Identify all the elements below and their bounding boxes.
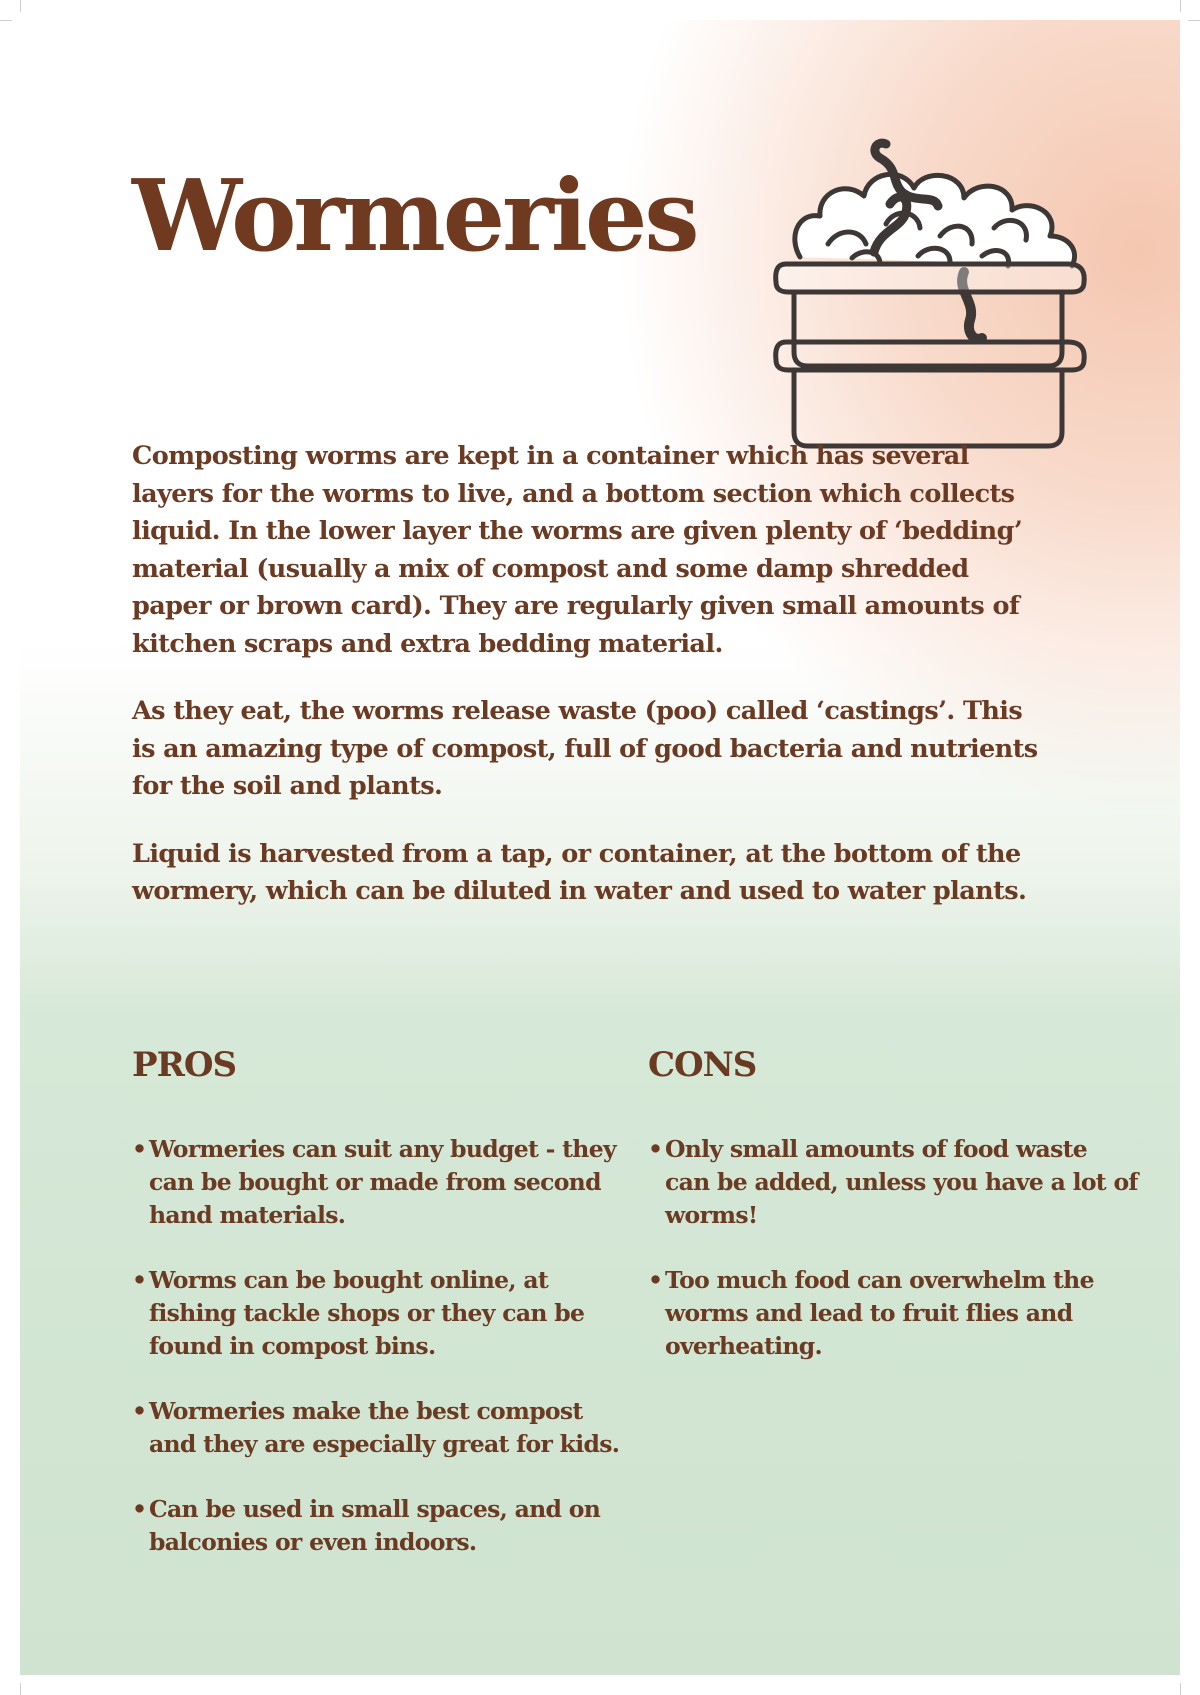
crop-mark bbox=[20, 0, 21, 12]
bullet-icon: • bbox=[132, 1495, 147, 1523]
intro-paragraph: Liquid is harvested from a tap, or container, at the bottom of the wormery, which can be diluted in water and used to water plants. bbox=[132, 838, 1027, 906]
list-item: • Wormeries make the best compost and they are especially great for kids. bbox=[132, 1397, 620, 1458]
page bbox=[20, 20, 1180, 1675]
crop-mark bbox=[1180, 0, 1181, 12]
bullet-icon: • bbox=[648, 1266, 663, 1294]
cons-list bbox=[648, 1133, 1138, 1363]
bullet-icon: • bbox=[132, 1135, 147, 1163]
crop-mark bbox=[1180, 1683, 1181, 1695]
wormery-bin-icon bbox=[768, 132, 1124, 472]
bullet-icon: • bbox=[132, 1397, 147, 1425]
list-item: • Worms can be bought online, at fishing tackle shops or they can be found in compost bins. bbox=[132, 1266, 585, 1360]
list-item: • Too much food can overwhelm the worms and lead to fruit flies and overheating. bbox=[648, 1266, 1094, 1360]
list-item: • Can be used in small spaces, and on balconies or even indoors. bbox=[132, 1495, 601, 1556]
pros-column bbox=[132, 1045, 622, 1591]
list-item: • Only small amounts of food waste can be added, unless you have a lot of worms! bbox=[648, 1135, 1138, 1229]
pros-list bbox=[132, 1133, 622, 1559]
crop-mark bbox=[1188, 20, 1200, 21]
bullet-icon: • bbox=[132, 1266, 147, 1294]
bullet-icon: • bbox=[648, 1135, 663, 1163]
cons-heading: CONS bbox=[648, 1045, 757, 1085]
intro-paragraph: Composting worms are kept in a container which has several layers for the worms to live, and a bottom section which collects liquid. In the lower layer the worms are given plenty of ‘bedding’ material (usually a mix of compost and some damp shredded paper or brown card). They are regularly given small amounts of kitchen scraps and extra bedding material. bbox=[132, 441, 1023, 659]
crop-mark bbox=[20, 1683, 21, 1695]
pros-heading: PROS bbox=[132, 1045, 236, 1085]
cons-column bbox=[648, 1045, 1138, 1395]
intro-text bbox=[132, 438, 1052, 941]
list-item: • Wormeries can suit any budget - they can be bought or made from second hand materials. bbox=[132, 1135, 616, 1229]
page-title: Wormeries bbox=[132, 159, 697, 274]
crop-mark bbox=[0, 20, 12, 21]
intro-paragraph: As they eat, the worms release waste (poo) called ‘castings’. This is an amazing type of compost, full of good bacteria and nutrients for the soil and plants. bbox=[132, 696, 1038, 801]
